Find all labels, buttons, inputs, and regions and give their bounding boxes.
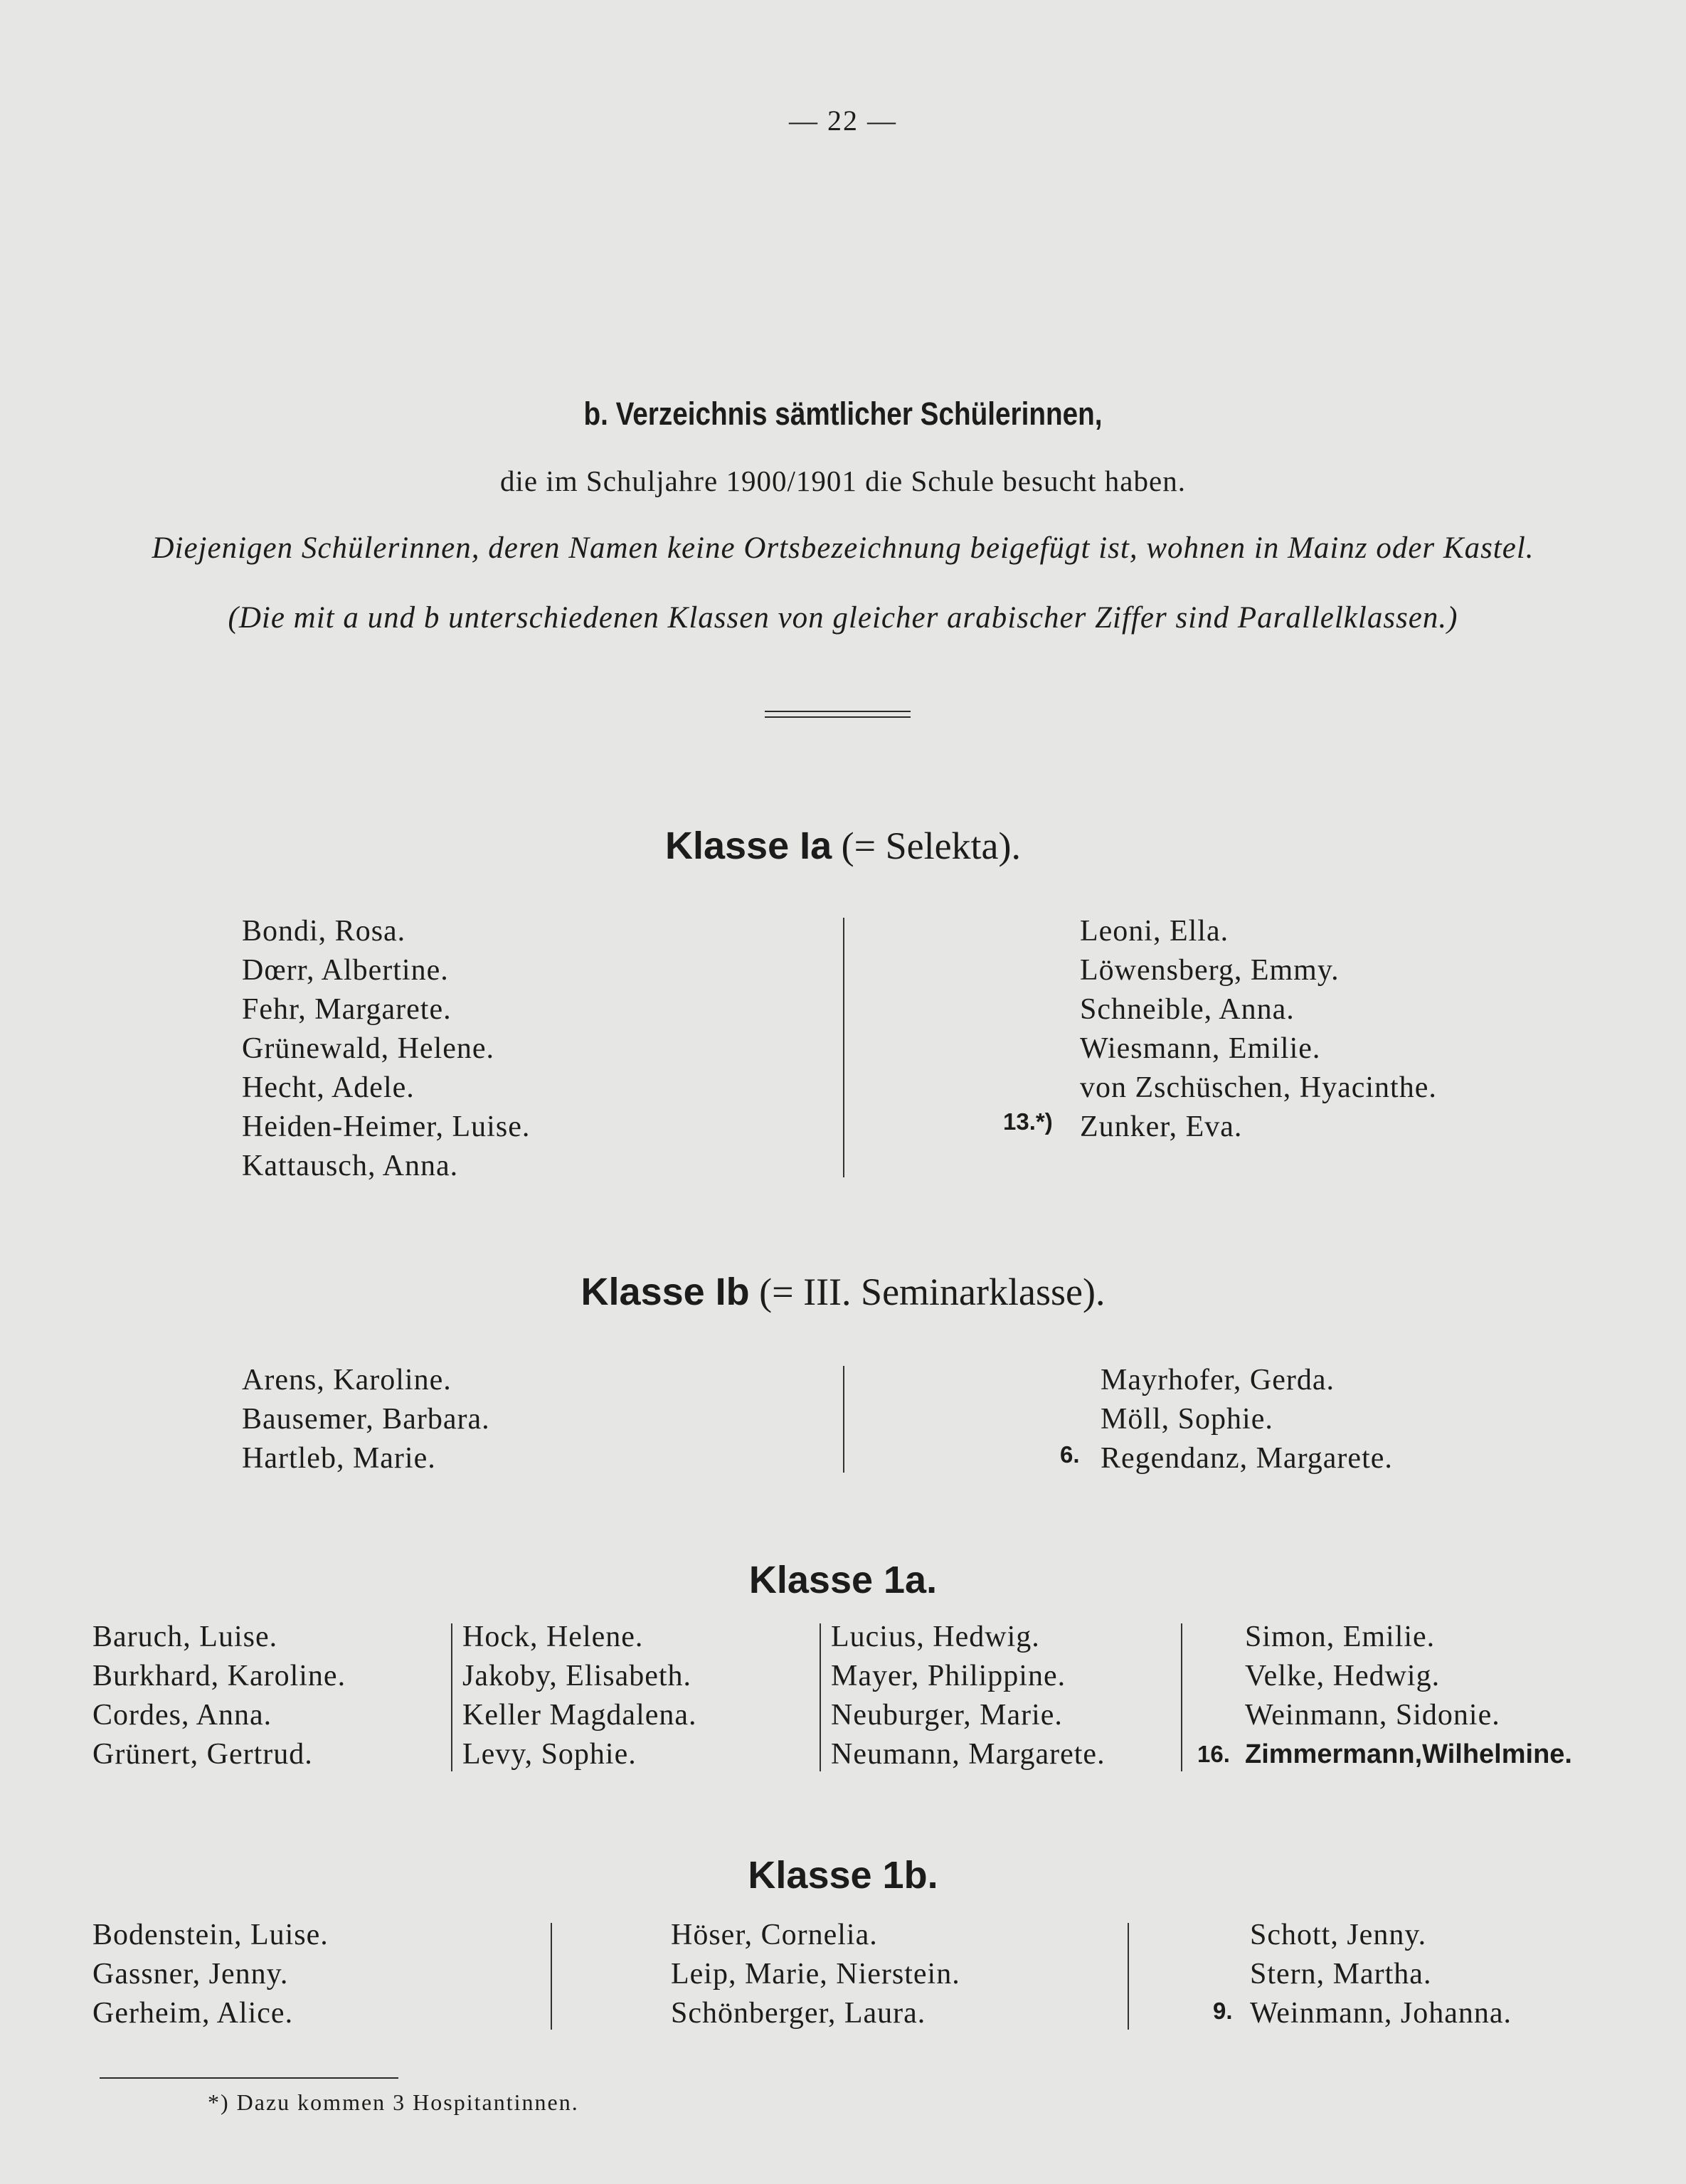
list-item: Hock, Helene. [462, 1621, 644, 1653]
list-item: Velke, Hedwig. [1245, 1660, 1441, 1692]
list-item: Schneible, Anna. [1080, 993, 1295, 1026]
footnote: *) Dazu kommen 3 Hospitantinnen. [208, 2089, 579, 2115]
list-item: Neumann, Margarete. [831, 1738, 1106, 1771]
klasse-Ib-title [0, 1270, 1686, 1314]
klasse-1b-count: 9. [1213, 1998, 1233, 2024]
list-item: Baruch, Luise. [92, 1621, 278, 1653]
klasse-1b-col3 [1250, 1916, 1512, 2033]
list-item: Schott, Jenny. [1250, 1919, 1427, 1951]
list-item: Simon, Emilie. [1245, 1621, 1436, 1653]
klasse-1a-title [0, 1558, 1686, 1602]
list-item: Neuburger, Marie. [831, 1699, 1063, 1732]
list-item: Regendanz, Margarete. [1101, 1442, 1393, 1475]
list-item: Grünewald, Helene. [242, 1032, 495, 1065]
list-item: Gerheim, Alice. [92, 1997, 294, 2030]
list-item: Leoni, Ella. [1080, 915, 1229, 948]
column-divider [1128, 1923, 1129, 2030]
list-item: Hecht, Adele. [242, 1071, 415, 1104]
list-item: Zimmermann,Wilhelmine. [1245, 1739, 1572, 1769]
klasse-1a-title-bold: Klasse 1a. [748, 1559, 938, 1601]
klasse-1a-col2 [462, 1618, 697, 1774]
residence-note: Diejenigen Schülerinnen, deren Namen keine Ortsbezeichnung beigefügt ist, wohnen in Mainz oder Kastel. [152, 531, 1534, 565]
double-rule-bottom [765, 716, 911, 718]
list-item: Möll, Sophie. [1101, 1403, 1273, 1436]
list-item: Bondi, Rosa. [242, 915, 406, 948]
column-divider [451, 1623, 452, 1771]
klasse-1b-title-bold: Klasse 1b. [748, 1854, 938, 1897]
klasse-1a-col1 [92, 1618, 346, 1774]
list-item: Wiesmann, Emilie. [1080, 1032, 1321, 1065]
klasse-Ib-title-rest: (= III. Seminarklasse). [759, 1271, 1106, 1313]
list-item: Levy, Sophie. [462, 1738, 637, 1771]
column-divider [1181, 1623, 1182, 1771]
parallel-class-note: (Die mit a und b unterschiedenen Klassen von gleicher arabischer Ziffer sind Parallelklassen.) [228, 601, 1458, 635]
page-number: — 22 — [789, 105, 897, 137]
section-heading: b. Verzeichnis sämtlicher Schülerinnen, [583, 396, 1103, 432]
list-item: Weinmann, Johanna. [1250, 1997, 1512, 2030]
list-item: Gassner, Jenny. [92, 1958, 289, 1990]
klasse-Ib-left-list [242, 1361, 490, 1478]
column-divider [843, 918, 844, 1177]
klasse-1a-col4 [1245, 1618, 1572, 1774]
list-item: Arens, Karoline. [242, 1364, 452, 1396]
section-subheading: die im Schuljahre 1900/1901 die Schule besucht haben. [500, 465, 1186, 497]
list-item: Mayer, Philippine. [831, 1660, 1066, 1692]
list-item: Heiden-Heimer, Luise. [242, 1110, 531, 1143]
klasse-Ia-title-rest: (= Selekta). [841, 825, 1022, 867]
footnote-rule [100, 2077, 398, 2079]
klasse-1b-col1 [92, 1916, 329, 2033]
klasse-Ia-left-list [242, 912, 530, 1186]
klasse-Ia-right-list [1080, 912, 1437, 1147]
list-item: Stern, Martha. [1250, 1958, 1432, 1990]
klasse-Ia-count: 13.*) [1003, 1108, 1053, 1135]
list-item: Schönberger, Laura. [671, 1997, 926, 2030]
list-item: Fehr, Margarete. [242, 993, 452, 1026]
klasse-1b-col2 [671, 1916, 960, 2033]
column-divider [551, 1923, 552, 2030]
klasse-Ib-count: 6. [1060, 1441, 1080, 1468]
list-item: Hartleb, Marie. [242, 1442, 436, 1475]
list-item: Lucius, Hedwig. [831, 1621, 1040, 1653]
klasse-1b-title [0, 1853, 1686, 1897]
list-item: Kattausch, Anna. [242, 1150, 459, 1182]
column-divider [820, 1623, 821, 1771]
list-item: Mayrhofer, Gerda. [1101, 1364, 1335, 1396]
list-item: von Zschüschen, Hyacinthe. [1080, 1071, 1437, 1104]
klasse-1a-col3 [831, 1618, 1106, 1774]
list-item: Burkhard, Karoline. [92, 1660, 346, 1692]
klasse-Ia-title-bold: Klasse Ia [664, 825, 832, 867]
list-item: Zunker, Eva. [1080, 1110, 1243, 1143]
list-item: Höser, Cornelia. [671, 1919, 878, 1951]
list-item: Leip, Marie, Nierstein. [671, 1958, 960, 1990]
list-item: Keller Magdalena. [462, 1699, 697, 1732]
klasse-Ib-title-bold: Klasse Ib [580, 1271, 750, 1313]
list-item: Cordes, Anna. [92, 1699, 272, 1732]
klasse-Ia-title [0, 824, 1686, 868]
list-item: Dœrr, Albertine. [242, 954, 449, 987]
list-item: Grünert, Gertrud. [92, 1738, 313, 1771]
list-item: Bodenstein, Luise. [92, 1919, 329, 1951]
list-item: Bausemer, Barbara. [242, 1403, 490, 1436]
double-rule-top [765, 711, 911, 712]
list-item: Weinmann, Sidonie. [1245, 1699, 1500, 1732]
list-item: Jakoby, Elisabeth. [462, 1660, 692, 1692]
klasse-Ib-right-list [1101, 1361, 1393, 1478]
column-divider [843, 1366, 844, 1473]
list-item: Löwensberg, Emmy. [1080, 954, 1340, 987]
klasse-1a-count: 16. [1197, 1741, 1230, 1767]
